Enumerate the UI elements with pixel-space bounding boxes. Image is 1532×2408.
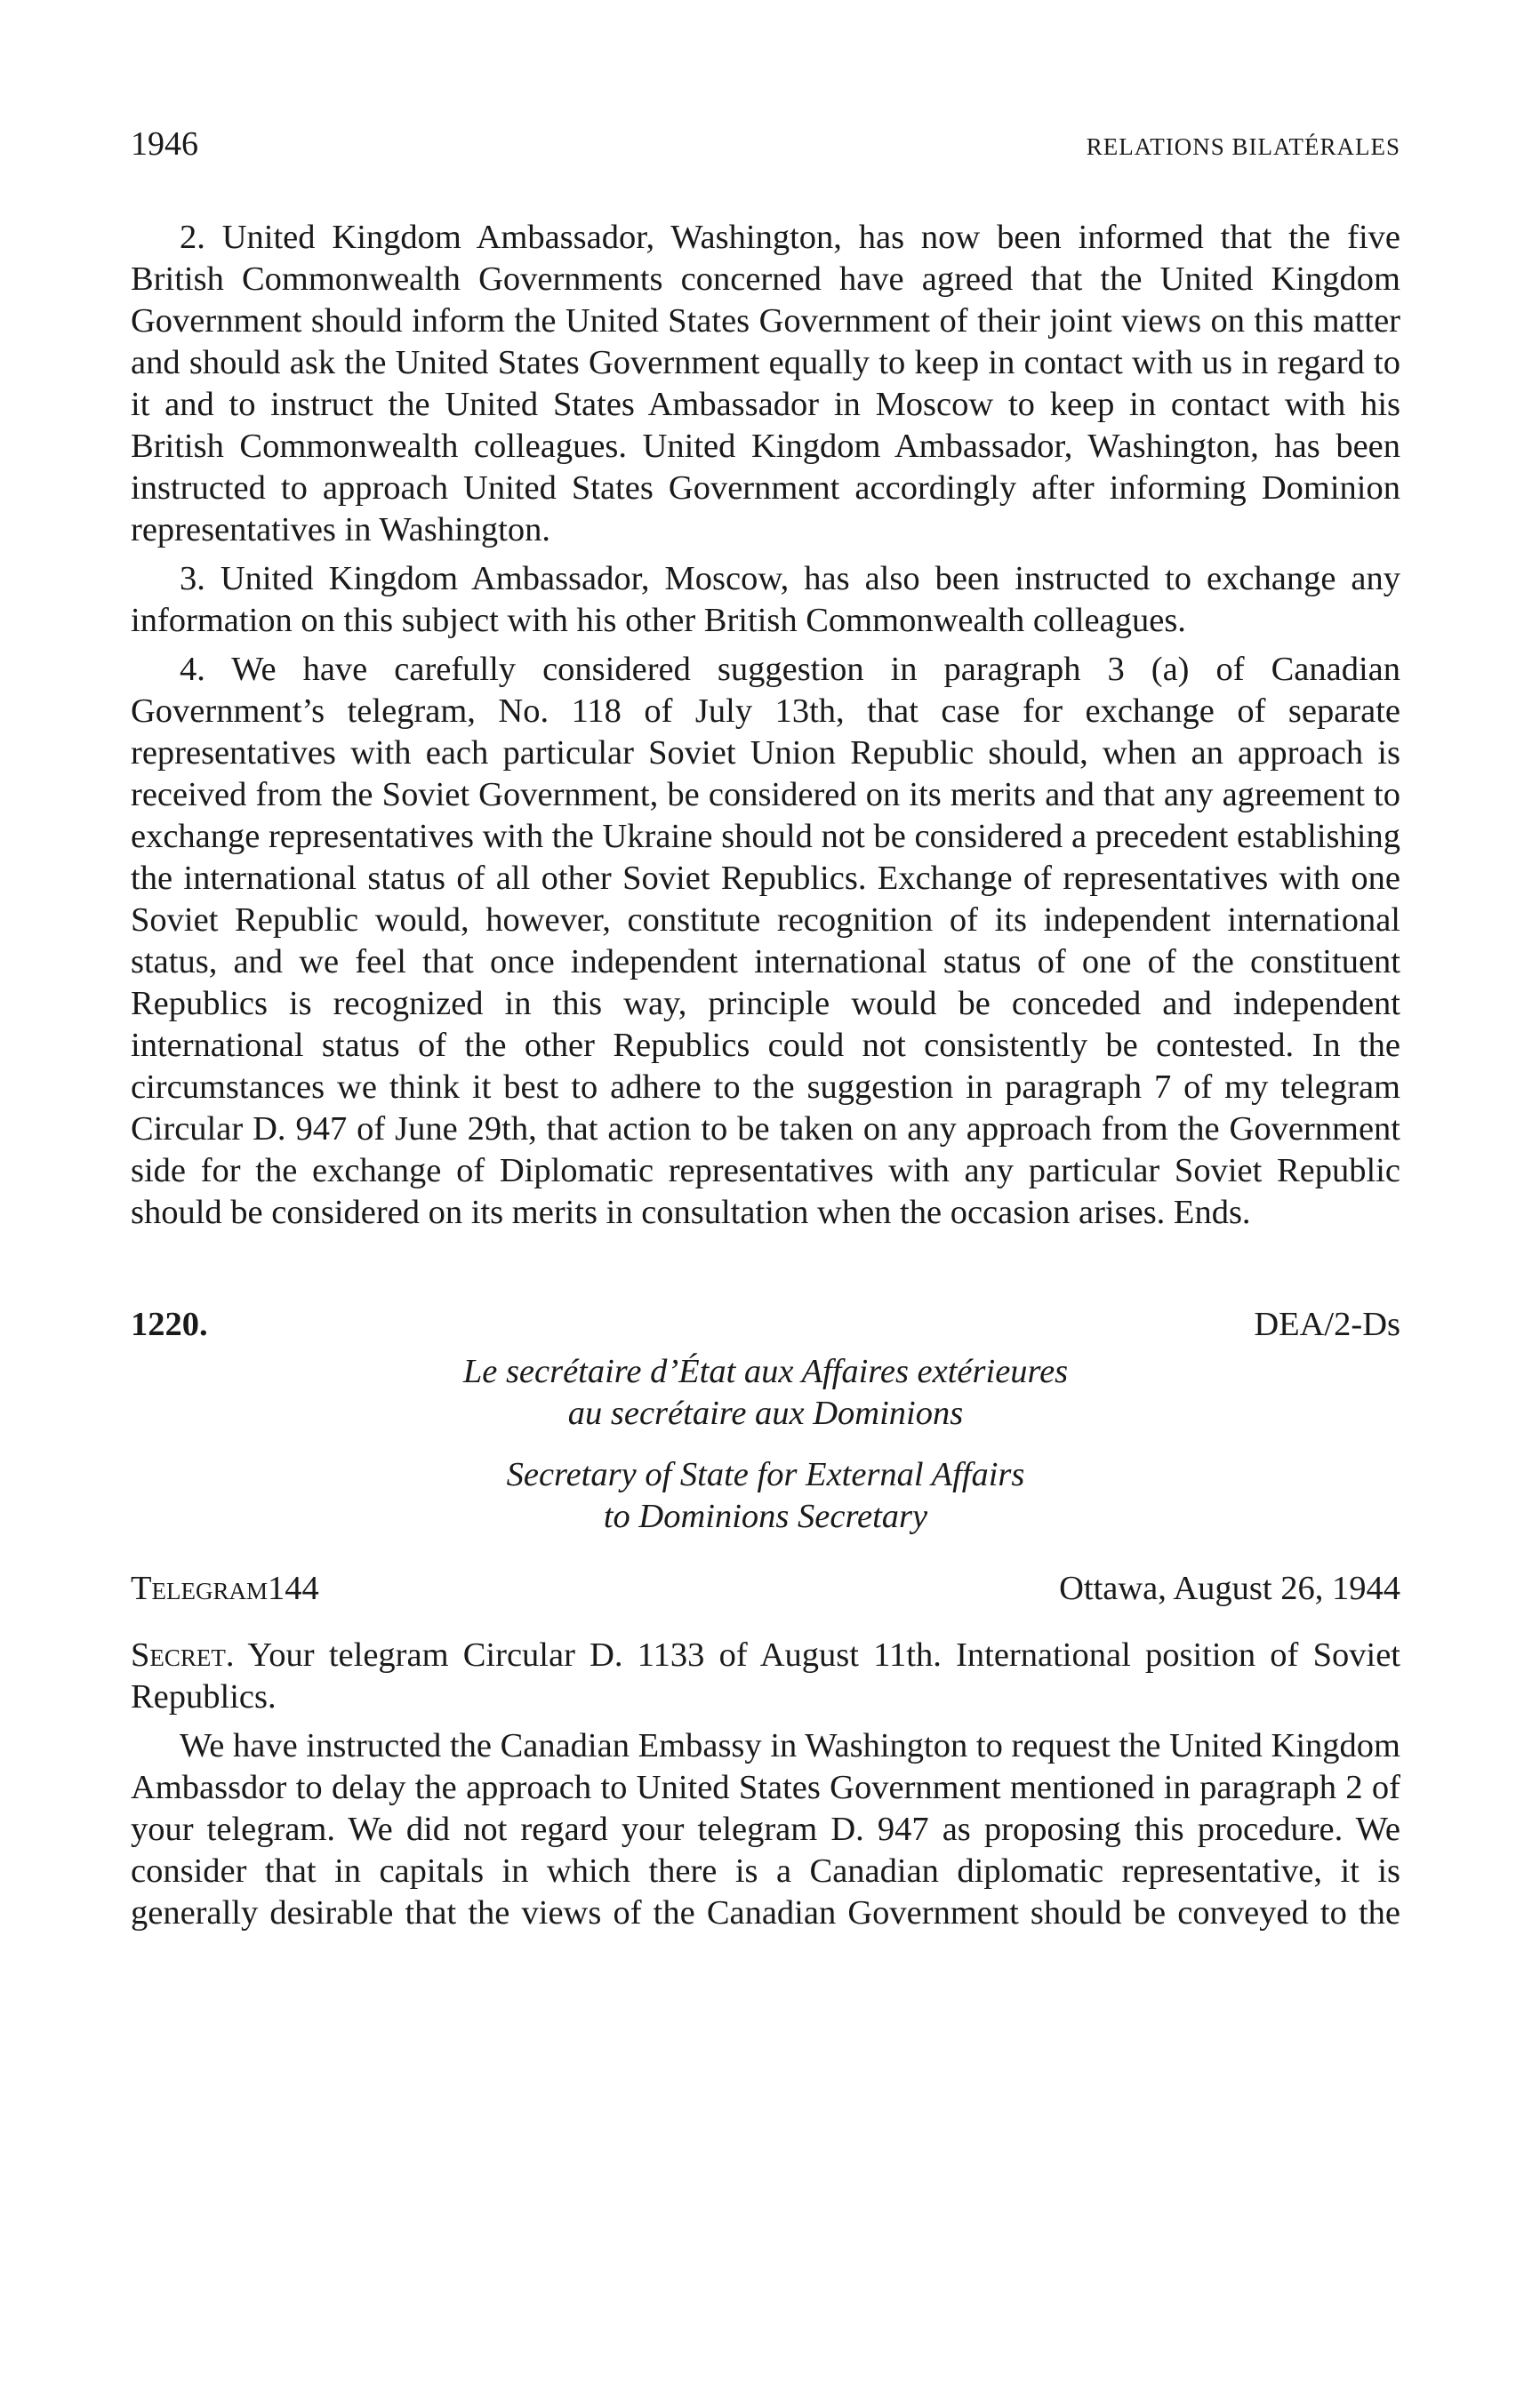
title-en-line1: Secretary of State for External Affairs	[506, 1456, 1025, 1493]
title-en-line2: to Dominions Secretary	[603, 1498, 928, 1535]
place-date: Ottawa, August 26, 1944	[1059, 1570, 1400, 1607]
document-heading	[131, 1305, 1400, 1344]
page-year: 1946	[131, 125, 198, 163]
telegram-meta	[131, 1569, 1400, 1608]
document-number: 1220.	[131, 1306, 208, 1343]
telegram-body: We have instructed the Canadian Embassy in Washington to request the United Kingdom Ambassdor to delay the approach to United States Government mentioned in paragraph 2 of your telegram. We did not regard your telegram D. 947 as proposing this procedure. We consider that in capitals in which there is a Canadian diplomatic representative, it is generally desirable that the views of the Canadian Government should be conveyed to the	[131, 1727, 1400, 1932]
secret-label: Secret.	[131, 1636, 235, 1674]
secret-paragraph	[131, 1635, 1400, 1718]
title-fr-line1: Le secrétaire d’État aux Affaires extérieures	[462, 1353, 1069, 1390]
paragraph-4: 4. We have carefully considered suggestion in paragraph 3 (a) of Canadian Government’s telegram, No. 118 of July 13th, that case for exchange of separate representatives with each particular Soviet Union Republic should, when an approach is received from the Soviet Government, be considered on its merits and that any agreement to exchange representatives with the Ukraine should not be considered a precedent establishing the international status of all other Soviet Republics. Exchange of representatives with one Soviet Republic would, however, constitute recognition of its independent international status, and we feel that once independent international status of one of the constituent Republics is recognized in this way, principle would be conceded and independent international status of the other Republics could not consistently be contested. In the circumstances we think it best to adhere to the suggestion in paragraph 7 of my telegram Circular D. 947 of June 29th, that action to be taken on any approach from the Government side for the exchange of Diplomatic representatives with any particular Soviet Republic should be considered on its merits in consultation when the occasion arises. Ends.	[131, 651, 1400, 1231]
paragraph-3: 3. United Kingdom Ambassador, Moscow, has also been instructed to exchange any information on this subject with his other British Commonwealth colleagues.	[131, 560, 1400, 639]
document-reference: DEA/2-Ds	[1254, 1306, 1400, 1343]
running-header	[131, 124, 1400, 164]
document-title-french	[131, 1351, 1400, 1435]
section-title: RELATIONS BILATÉRALES	[1086, 133, 1400, 160]
paragraph-2: 2. United Kingdom Ambassador, Washington, has now been informed that the five British Commonwealth Governments concerned have agreed that the United Kingdom Government should inform the United States Government of their joint views on this matter and should ask the United States Government equally to keep in contact with us in regard to it and to instruct the United States Ambassador in Moscow to keep in contact with his British Commonwealth colleagues. United Kingdom Ambassador, Washington, has been instructed to approach United States Government accordingly after informing Dominion representatives in Washington.	[131, 219, 1400, 548]
document-page	[131, 124, 1400, 1941]
telegram-id	[131, 1569, 319, 1608]
secret-text: Your telegram Circular D. 1133 of August 11th. International position of Soviet Republics.	[131, 1636, 1400, 1716]
telegram-number: 144	[268, 1570, 319, 1607]
title-fr-line2: au secrétaire aux Dominions	[567, 1395, 964, 1432]
document-title-english	[131, 1454, 1400, 1538]
telegram-label: Telegram	[131, 1570, 269, 1607]
